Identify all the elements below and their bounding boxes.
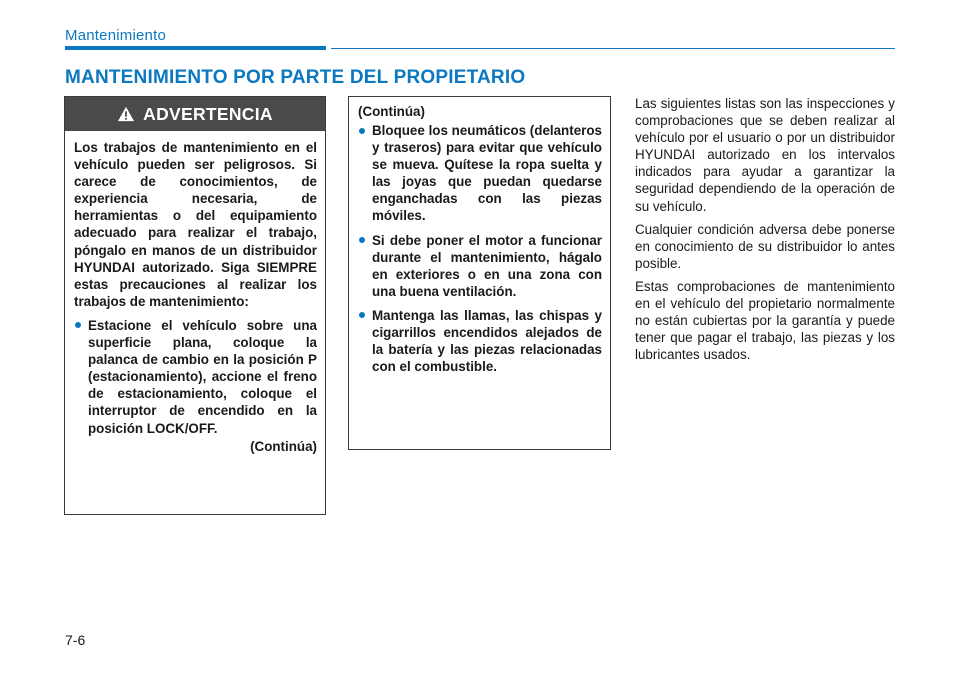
body-text — [635, 95, 895, 369]
body-paragraph: Cualquier condición adversa debe ponerse en conocimiento de su distribuidor lo antes posible. — [635, 221, 895, 271]
section-header: Mantenimiento — [65, 27, 166, 44]
continuation-body — [349, 97, 610, 375]
page-number: 7-6 — [65, 632, 86, 648]
body-paragraph: Las siguientes listas son las inspecciones y comprobaciones que se deben realizar al vehículo por el usuario o por un distribuidor HYUNDAI autorizado en los intervalos indicados para ayudar a garantizar la seguridad dependiendo de la operación de su vehículo. — [635, 96, 895, 214]
header-rule-thin — [331, 48, 895, 49]
header-rule-thick — [65, 46, 326, 50]
warning-heading: ADVERTENCIA — [143, 103, 273, 124]
warning-triangle-icon — [117, 106, 135, 122]
continuation-label: (Continúa) — [358, 104, 425, 119]
warning-continues: (Continúa) — [250, 438, 317, 454]
continuation-bullet: Si debe poner el motor a funcionar durante el mantenimiento, hágalo en exteriores o en una zona con una buena ventilación. — [358, 232, 602, 300]
continuation-bullet: Mantenga las llamas, las chispas y cigarrillos encendidos alejados de la batería y las piezas relacionadas con el combustible. — [358, 307, 602, 375]
warning-body — [65, 131, 325, 454]
continuation-bullet: Bloquee los neumáticos (delanteros y traseros) para evitar que vehículo se mueva. Quítese la ropa suelta y las joyas que puedan quedarse enganchadas con las piezas móviles. — [358, 122, 602, 225]
page-title: MANTENIMIENTO POR PARTE DEL PROPIETARIO — [65, 67, 526, 88]
continuation-box — [348, 96, 611, 450]
warning-bullet: Estacione el vehículo sobre una superficie plana, coloque la palanca de cambio en la posición P (estacionamiento), accione el freno de estacionamiento, coloque el interruptor de encendido en la posición LOCK/OFF. — [74, 317, 317, 437]
warning-header — [65, 97, 325, 131]
body-paragraph: Estas comprobaciones de mantenimiento en el vehículo del propietario normalmente no están cubiertas por la garantía y puede tener que pagar el trabajo, las piezas y los lubricantes usados. — [635, 278, 895, 363]
warning-intro: Los trabajos de mantenimiento en el vehículo pueden ser peligrosos. Si carece de conocimientos, de experiencia necesaria, de herramientas o del equipamiento adecuado para realizar el trabajo, póngalo en manos de un distribuidor HYUNDAI autorizado. Siga SIEMPRE estas precauciones al realizar los trabajos de mantenimiento: — [74, 140, 317, 309]
warning-box — [64, 96, 326, 515]
